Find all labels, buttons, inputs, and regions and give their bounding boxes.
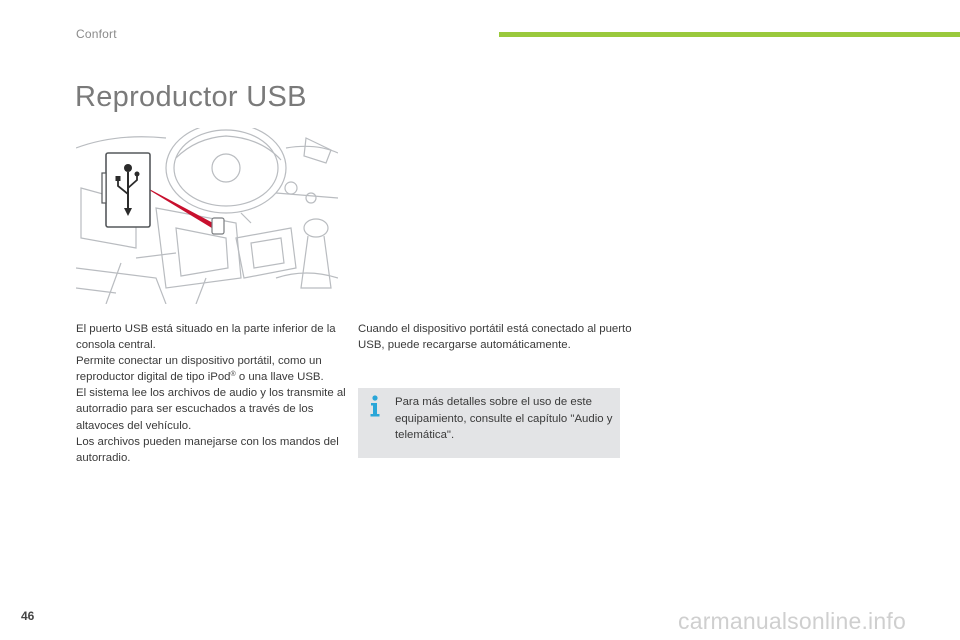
watermark: carmanualsonline.info [678, 608, 906, 634]
description-paragraph-1: El puerto USB está situado en la parte inferior de la consola central. [76, 323, 336, 352]
description-paragraph-2 [76, 353, 346, 385]
page-title: Reproductor USB [75, 81, 307, 114]
info-icon [368, 395, 382, 417]
header-accent-bar [499, 32, 960, 37]
description-paragraph-4: Los archivos pueden manejarse con los mandos del autorradio. [76, 435, 339, 464]
ipod-text: Permite conectar un dispositivo portátil, como un reproductor digital de tipo iPod [76, 355, 322, 384]
charging-paragraph: Cuando el dispositivo portátil está conectado al puerto USB, puede recargarse automáticamente. [358, 323, 632, 352]
info-box [358, 388, 620, 458]
section-label: Confort [76, 27, 117, 41]
page-number: 46 [21, 609, 35, 623]
charging-note [358, 321, 633, 353]
usb-port-illustration [76, 128, 338, 304]
usb-description [76, 321, 346, 466]
registered-mark: ® [230, 371, 236, 379]
ipod-text-end: o una llave USB. [235, 371, 324, 384]
info-box-text: Para más detalles sobre el uso de este equipamiento, consulte el capítulo "Audio y telemática". [395, 396, 613, 442]
usb-icon [102, 153, 150, 227]
description-paragraph-3: El sistema lee los archivos de audio y los transmite al autorradio para ser escuchados a través de los altavoces del vehículo. [76, 387, 346, 432]
